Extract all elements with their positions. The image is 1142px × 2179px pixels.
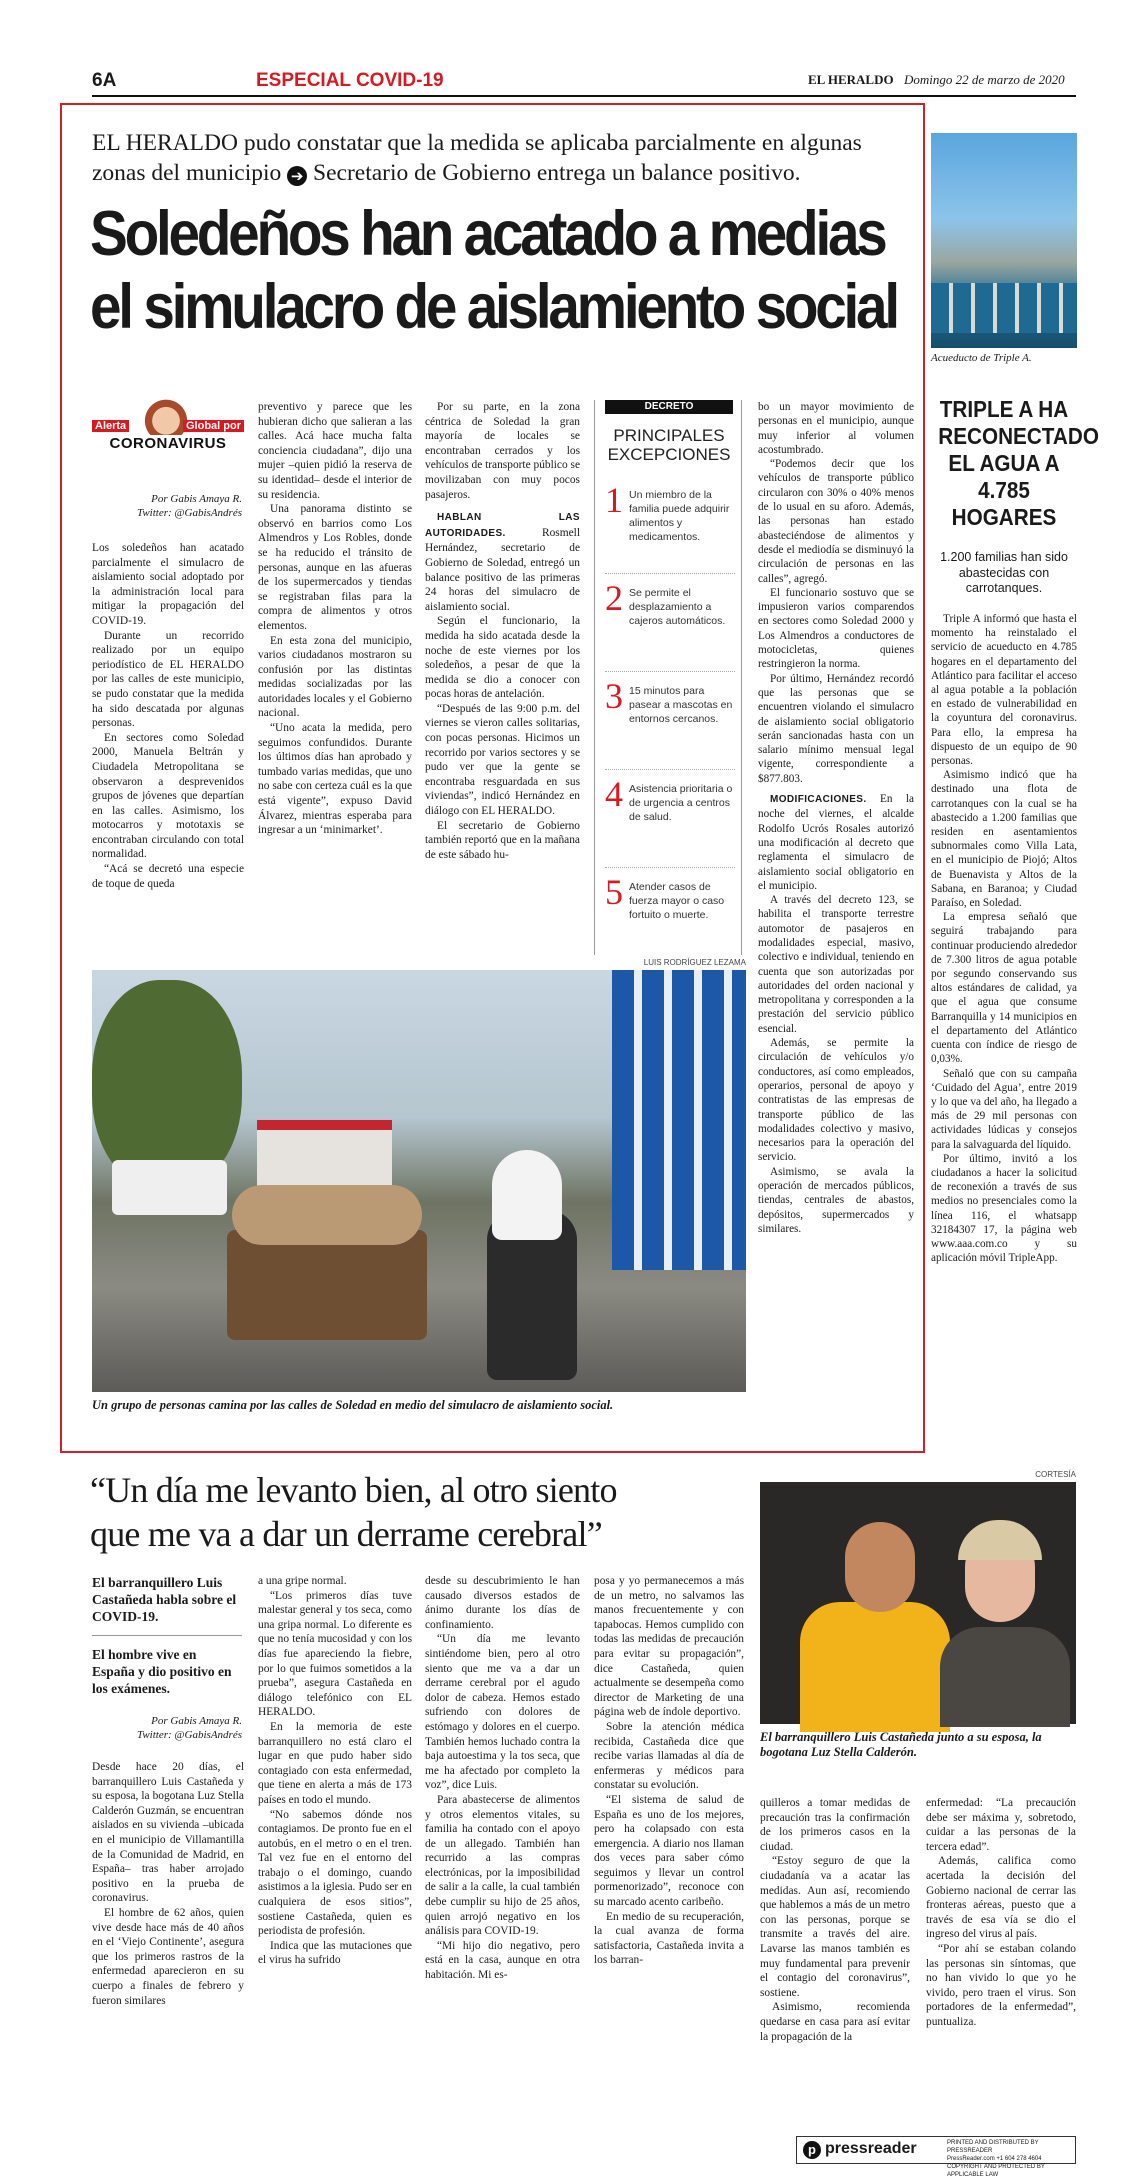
paragraph: Asimismo, recomienda quedarse en casa para así evitar la propagación de la: [760, 2001, 910, 2043]
sidebar-headline-4: 4.785 HOGARES: [951, 477, 1057, 530]
paragraph: “Acá se decretó una especie de toque de queda: [92, 863, 244, 890]
sidebar-deck: 1.200 familias han sido abastecidas con carrotanques.: [940, 550, 1068, 595]
decree-item-text: Atender casos de fuerza mayor o caso fortuito o muerte.: [629, 881, 725, 921]
photo-tree-left: [92, 980, 242, 1190]
deck-2: El hombre vive en España y dio positivo en los exámenes.: [92, 1647, 232, 1696]
decree-item-number: 3: [605, 676, 623, 716]
pressreader-brand: pressreader: [825, 2140, 917, 2157]
decree-item: [605, 578, 735, 672]
paragraph: “El sistema de salud de España es uno de los mejores, pero ha colapsado con esta emergencia. A diario nos llaman dos veces para saber cómo seguimos y llevar un control pormenorizado”, reconoce con su marcado acento caribeño.: [594, 1793, 744, 1909]
paragraph: “Estoy seguro de que la ciudadanía va a acatar las medidas. Aun así, recomiendo que hablemos a más de un metro con las personas, porque se transmite a través del aire. Lavarse las manos también es muy fundamental para prevenir el contagio del coronavirus”, sostiene.: [760, 1855, 910, 1999]
newspaper-name: EL HERALDO: [808, 72, 894, 87]
paragraph: “Después de las 9:00 p.m. del viernes se vieron calles solitarias, con pocas personas. Hicimos un recorrido por varios sectores y se pudo ver que la gente se encontraba resguardada en sus viviendas”, indicó Hernández en diálogo con EL HERALDO.: [425, 702, 580, 818]
lead-photo-caption: Un grupo de personas camina por las calles de Soledad en medio del simulacro de aislamiento social.: [92, 1398, 614, 1412]
deck-divider: [92, 1635, 242, 1636]
paragraph: quilleros a tomar medidas de precaución tras la confirmación de los primeros casos en la ciudad.: [760, 1797, 910, 1853]
paragraph: “Podemos decir que los vehículos de transporte público circularon con 30% o 40% menos de lo usual en su aforo. Además, las personas han estado abasteciéndose de alimentos y desde el mediodía se disminuyó la circulación de personas en las calles”, agregó.: [758, 458, 914, 585]
paragraph: “Mi hijo dio negativo, pero está en la casa, aunque en otra habitación. Mi es-: [425, 1939, 580, 1982]
paragraph: La empresa señaló que seguirá trabajando para continuar produciendo alrededor de 7.300 litros de agua potable por segundo conservando sus altos estándares de calidad, ya que el agua que consume Barranquilla y 14 municipios en el departamento del Atlántico cuenta con índice de riesgo de 0,03%.: [931, 911, 1078, 1066]
lead-photo: [92, 970, 746, 1392]
decree-item: [605, 480, 735, 574]
photo-man-shirt: [800, 1602, 950, 1732]
paragraph: Para abastecerse de alimentos y otros elementos vitales, su familia ha contado con el apoyo de un allegado. También han recurrido a las compras electrónicas, por la imposibilidad de salir a la calle, la cual también debe cumplir su hijo de 25 años, quien arrojó negativo en los análisis para COVID-19.: [425, 1793, 580, 1938]
arrow-right-icon: ➔: [287, 166, 307, 186]
paragraph: “Uno acata la medida, pero seguimos confundidos. Durante los últimos días han aprobado y tumbado varias medidas, que uno no sabe con certeza cuál es la que está vigente”, expuso David Álvarez, mientras esperaba para ingresar a un ‘minimarket’.: [258, 722, 412, 837]
page-number: 6A: [92, 70, 117, 91]
second-photo-credit: CORTESÍA: [1035, 1470, 1076, 1479]
paragraph: bo un mayor movimiento de personas en el municipio, aunque muy inferior al volumen acostumbrado.: [758, 401, 914, 456]
paragraph: En la memoria de este barranquillero no está claro el lugar en que pudo haber sido contagiado con esta enfermedad, que tiene en alerta a más de 173 países en todo el mundo.: [258, 1720, 412, 1806]
decree-item: [605, 872, 735, 966]
second-deck: [92, 1574, 242, 1697]
byline-author: Por Gabis Amaya R.: [151, 1715, 242, 1727]
paragraph: Asimismo, se avala la operación de mercados públicos, tiendas, centrales de abastos, depósitos, supermercados y similares.: [758, 1165, 914, 1235]
decree-item-number: 1: [605, 480, 623, 520]
pressreader-legal: [947, 2139, 1073, 2179]
paragraph: a una gripe normal.: [258, 1575, 347, 1587]
second-column-4: [594, 1574, 744, 1968]
badge-line-1: [92, 420, 244, 434]
decree-title: [595, 426, 743, 464]
photo-cart: [227, 1230, 427, 1340]
kicker-line-2: [92, 158, 912, 188]
paragraph: El secretario de Gobierno también reportó que en la mañana de este sábado hu-: [425, 819, 580, 861]
subhead-text: En la noche del viernes, el alcalde Rodolfo Ucrós Rosales autorizó una modificación al decreto que reglamenta el simulacro de aislamiento social obligatorio en el municipio.: [758, 793, 914, 892]
subhead-modificaciones: MODIFICACIONES.: [770, 794, 867, 806]
paragraph: Asimismo indicó que ha destinado una flota de carrotanques con la cual se ha abastecido a 1.200 familias que residen en asentamientos subnormales como Villa Lata, en el municipio de Piojó; Altos de Buenavista y Altos de la Sabana, en Baranoa; y Ciudad Paraíso, en Soledad.: [931, 769, 1077, 910]
second-headline-2: que me va a dar un derrame cerebral”: [90, 1514, 602, 1554]
second-column-1: [92, 1760, 244, 2008]
photo-building-right: [612, 970, 746, 1270]
second-column-6: [926, 1796, 1076, 2030]
lead-column-2: [258, 400, 412, 838]
sidebar-photo-caption: Acueducto de Triple A.: [931, 352, 1032, 364]
subhead-autoridades: HABLAN LAS AUTORIDADES.: [425, 512, 580, 539]
byline-twitter: Twitter: @GabisAndrés: [137, 507, 242, 519]
paragraph: “Los primeros días tuve malestar general y tos seca, como una gripa normal. Lo diferente es que no tenía mucosidad y con los días fue apareciendo la fiebre, por lo que fuimos sometidos a la prueba”, asegura Castañeda en diálogo telefónico con EL HERALDO.: [258, 1589, 412, 1719]
paragraph: “No sabemos dónde nos contagiamos. De pronto fue en el autobús, en el metro o en el tren. Tal vez fue en el entorno del trabajo o el domingo, cuando asistimos a la iglesia. Pudo ser en cualquiera de esos sitios”, sostiene Castañeda, quien es periodista de profesión.: [258, 1808, 412, 1938]
paragraph: desde su descubrimiento le han causado diversos estados de ánimo durante los días de confinamiento.: [425, 1575, 580, 1631]
byline-author: Por Gabis Amaya R.: [151, 493, 242, 505]
decree-item-number: 2: [605, 578, 623, 618]
photo-bus: [112, 1160, 227, 1215]
decree-item-number: 5: [605, 872, 623, 912]
paragraph: Sobre la atención médica recibida, Castañeda dice que recibe varias llamadas al día de enfermeras y médicos para constatar su evolución.: [594, 1720, 744, 1792]
decree-title-2: EXCEPCIONES: [607, 445, 731, 464]
decree-box: [594, 400, 742, 955]
lead-column-5: [758, 400, 914, 1236]
header-rule: [92, 95, 1076, 97]
badge-alerta: Alerta: [92, 420, 129, 432]
kicker-part-b: Secretario de Gobierno entrega un balance positivo.: [313, 160, 801, 186]
decree-item: [605, 676, 735, 770]
byline-twitter: Twitter: @GabisAndrés: [137, 1729, 242, 1741]
paragraph: preventivo y parece que les hubieran dicho que salieran a las calles. Acá hace mucha falta conciencia ciudadana”, dijo una mujer –quien pidió la reserva de su identidad– desde el interior de su residencia.: [258, 401, 412, 501]
second-column-3: [425, 1574, 580, 1983]
decree-title-1: PRINCIPALES: [613, 426, 725, 445]
paragraph: Los soledeños han acatado parcialmente el simulacro de aislamiento social adoptado por la administración local para mitigar la propagación del COVID-19.: [92, 542, 244, 627]
paragraph: En esta zona del municipio, varios ciudadanos mostraron su confusión por las distintas medidas socializadas por las autoridades locales y el Gobierno nacional.: [258, 634, 412, 720]
paragraph: Desde hace 20 días, el barranquillero Luis Castañeda y su esposa, la bogotana Luz Stella Calderón Guzmán, se encuentran aislados en su vivienda –ubicada en el municipio de Villamantilla de la Comunidad de Madrid, en España– tras haber arrojado positivo en la prueba de coronavirus.: [92, 1761, 244, 1905]
headline-line-2: el simulacro de aislamiento social: [90, 272, 897, 342]
decree-item-text: Un miembro de la familia puede adquirir alimentos y medicamentos.: [629, 489, 730, 543]
paragraph: Por último, Hernández recordó que las personas que se encuentren violando el simulacro de aislamiento social obligatorio serán sancionadas hasta con un salario mínimo mensual legal vigente, correspondiente a $877.803.: [758, 672, 914, 785]
paragraph: Además, califica como acertada la decisión del Gobierno nacional de cerrar las fronteras aéreas, puesto que a través de esa vía se dio el ingreso del virus al país.: [926, 1855, 1076, 1941]
sidebar-headline-2: RECONECTADO: [938, 423, 1099, 449]
legal-line-2: PressReader.com +1 604 278 4604: [947, 2156, 1042, 2162]
paragraph: Indica que las mutaciones que el virus ha sufrido: [258, 1939, 412, 1967]
legal-line-3: COPYRIGHT AND PROTECTED BY APPLICABLE LAW: [947, 2164, 1045, 2178]
paragraph: Por último, invitó a los ciudadanos a hacer la solicitud de reconexión a través de sus medios no presenciales como la línea 116, el whatsapp 32184307 17, la página web www.aaa.com.co y su aplicación móvil TripleApp.: [931, 1152, 1077, 1265]
photo-woman-hair: [958, 1520, 1042, 1560]
lead-column-3: [425, 400, 580, 862]
section-title: ESPECIAL COVID-19: [256, 70, 444, 91]
kicker-line-1: EL HERALDO pudo constatar que la medida se aplicaba parcialmente en algunas: [92, 130, 862, 156]
issue-date: Domingo 22 de marzo de 2020: [904, 72, 1065, 87]
kicker-part-a: zonas del municipio: [92, 160, 282, 186]
alert-badge: [92, 398, 244, 458]
paragraph: Una panorama distinto se observó en barrios como Los Almendros y Los Robles, donde se ha reducido el tránsito de personas, aunque en las afueras de los supermercados y tiendas se registraban filas para la compra de alimentos y otros elementos.: [258, 503, 412, 632]
paragraph: En medio de su recuperación, la cual avanza de forma satisfactoria, Castañeda invita a los barran-: [594, 1910, 744, 1967]
second-photo: [760, 1482, 1076, 1724]
decree-item-text: 15 minutos para pasear a mascotas en entornos cercanos.: [629, 685, 733, 725]
sidebar-body: [931, 612, 1077, 1265]
paragraph: posa y yo permanecemos a más de un metro, no salvamos las manos frecuentemente y con tapabocas. Hemos cumplido con todas las medidas de precaución para evitar su propagación”, dice Castañeda, quien actualmente se desempeña como director de Marketing de una página web de índole deportivo.: [594, 1575, 744, 1719]
badge-line-2: CORONAVIRUS: [92, 435, 244, 455]
sidebar-headline-1: TRIPLE A HA: [939, 396, 1069, 422]
decree-item: [605, 774, 735, 868]
photo-tank-rows: [931, 283, 1077, 333]
photo-woman-body: [940, 1627, 1070, 1727]
sidebar-headline-3: EL AGUA A: [948, 450, 1060, 476]
paragraph: “Por ahí se estaban colando las personas sin síntomas, que no han vivido lo que yo he vivido, pero traen el virus. Son portadores de la enfermedad”, puntualiza.: [926, 1942, 1076, 2028]
headline-line-1: Soledeños han acatado a medias: [90, 199, 885, 269]
photo-man-face: [845, 1522, 915, 1612]
paragraph: Por su parte, en la zona céntrica de Soledad la gran mayoría de locales se encontraban cerrados y los vehículos de transporte público se movilizaban con muy pocos pasajeros.: [425, 401, 580, 501]
second-byline: [92, 1714, 242, 1742]
second-headline: [90, 1468, 770, 1556]
paragraph: Señaló que con su campaña ‘Cuidado del Agua’, entre 2019 y lo que va del año, ha llegado a más de 29 mil personas con actividades lúdicas y consejos para la salvaguarda del líquido.: [931, 1067, 1077, 1151]
decree-item-text: Se permite el desplazamiento a cajeros automáticos.: [629, 587, 726, 627]
photo-load: [232, 1185, 422, 1245]
paragraph: Además, se permite la circulación de vehículos y/o conductores, así como empleados, operarios, personal de apoyo y contratistas de las empresas de transporte público de las modalidades colectivo y masivo, necesarios para la operación del servicio.: [758, 1037, 914, 1164]
lead-kicker: [92, 128, 912, 188]
paragraph: El hombre de 62 años, quien vive desde hace más de 40 años en el ‘Viejo Continente’, asegura que los primeros rastros de la enfermedad aparecieron en su cuerpo a finales de febrero y fueron similares: [92, 1906, 244, 2007]
paragraph: En sectores como Soledad 2000, Manuela Beltrán y Ciudadela Metropolitana se observaron a desprevenidos grupos de jóvenes que departían en las calles. Asimismo, los motocarros y mototaxis se encontraban circulando con total normalidad.: [92, 731, 244, 861]
second-column-5: [760, 1796, 910, 2044]
lead-byline: [92, 492, 242, 520]
paragraph: Durante un recorrido realizado por un equipo periodístico de EL HERALDO por las calles de este municipio, se pudo constatar que la medida ha sido descatada por algunas personas.: [92, 629, 244, 730]
pressreader-badge: [796, 2136, 1076, 2178]
paragraph: enfermedad: “La precaución debe ser máxima y, sobretodo, cuidar a las personas de la tercera edad”.: [926, 1797, 1076, 1853]
pressreader-logo-icon: p: [803, 2141, 821, 2159]
second-photo-caption: El barranquillero Luis Castañeda junto a su esposa, la bogotana Luz Stella Calderón.: [760, 1730, 1042, 1759]
sidebar-photo: [931, 133, 1077, 348]
legal-line-1: PRINTED AND DISTRIBUTED BY PRESSREADER: [947, 2140, 1039, 2154]
badge-global: Global por: [183, 420, 244, 432]
decree-tag: DECRETO: [605, 400, 733, 414]
second-headline-1: “Un día me levanto bien, al otro siento: [90, 1470, 617, 1510]
subhead-text: Rosmell Hernández, secretario de Gobierno de Soledad, entregó un balance positivo de las primeras 24 horas del simulacro de aislamiento social.: [425, 526, 580, 613]
paragraph: [425, 510, 580, 614]
photo-rider: [492, 1150, 562, 1240]
paragraph: Según el funcionario, la medida ha sido acatada desde la noche de este viernes por los soledeños, a pesar de que la medida se dio a conocer con pocas horas de antelación.: [425, 615, 580, 701]
decree-item-text: Asistencia prioritaria o de urgencia a centros de salud.: [629, 783, 733, 823]
paragraph: [758, 792, 914, 893]
paragraph: El funcionario sostuvo que se impusieron varios comparendos en sectores como Soledad 2000 y Los Almendros a conductores de motocicletas, quienes restringieron la norma.: [758, 586, 914, 671]
paragraph: A través del decreto 123, se habilita el transporte terrestre automotor de pasajeros en modalidades especial, masivo, colectivo e individual, teniendo en cuenta que son autorizadas por autoridades del orden nacional y metropolitana y corresponden a la prestación del servicio público esencial.: [758, 894, 914, 1035]
decree-list: [605, 480, 735, 966]
paragraph: Triple A informó que hasta el momento ha reinstalado el servicio de acueducto en 4.785 hogares en el departamento del Atlántico para facilitar el acceso al agua potable a la población en estado de vulnerabilidad en la coyuntura del coronavirus. Para ello, la empresa ha dispuesto de un equipo de 90 personas.: [931, 613, 1077, 768]
paragraph: “Un día me levanto sintiéndome bien, pero al otro siento que me va a dar un derrame cerebral por el agudo dolor de cabeza. Hemos estado sufriendo con dolores de estómago y dolores en el cuerpo. También hemos luchado contra la baja autoestima y la tos seca, que me ha afectado por completo la voz”, dice Luis.: [425, 1633, 580, 1792]
lead-headline: [90, 198, 897, 344]
sidebar-headline: [938, 396, 1099, 531]
lead-photo-credit: LUIS RODRÍGUEZ LEZAMA: [643, 958, 746, 967]
decree-item-number: 4: [605, 774, 623, 814]
deck-1: El barranquillero Luis Castañeda habla sobre el COVID-19.: [92, 1575, 237, 1624]
second-column-2: [258, 1574, 412, 1968]
lead-column-1: [92, 541, 244, 891]
